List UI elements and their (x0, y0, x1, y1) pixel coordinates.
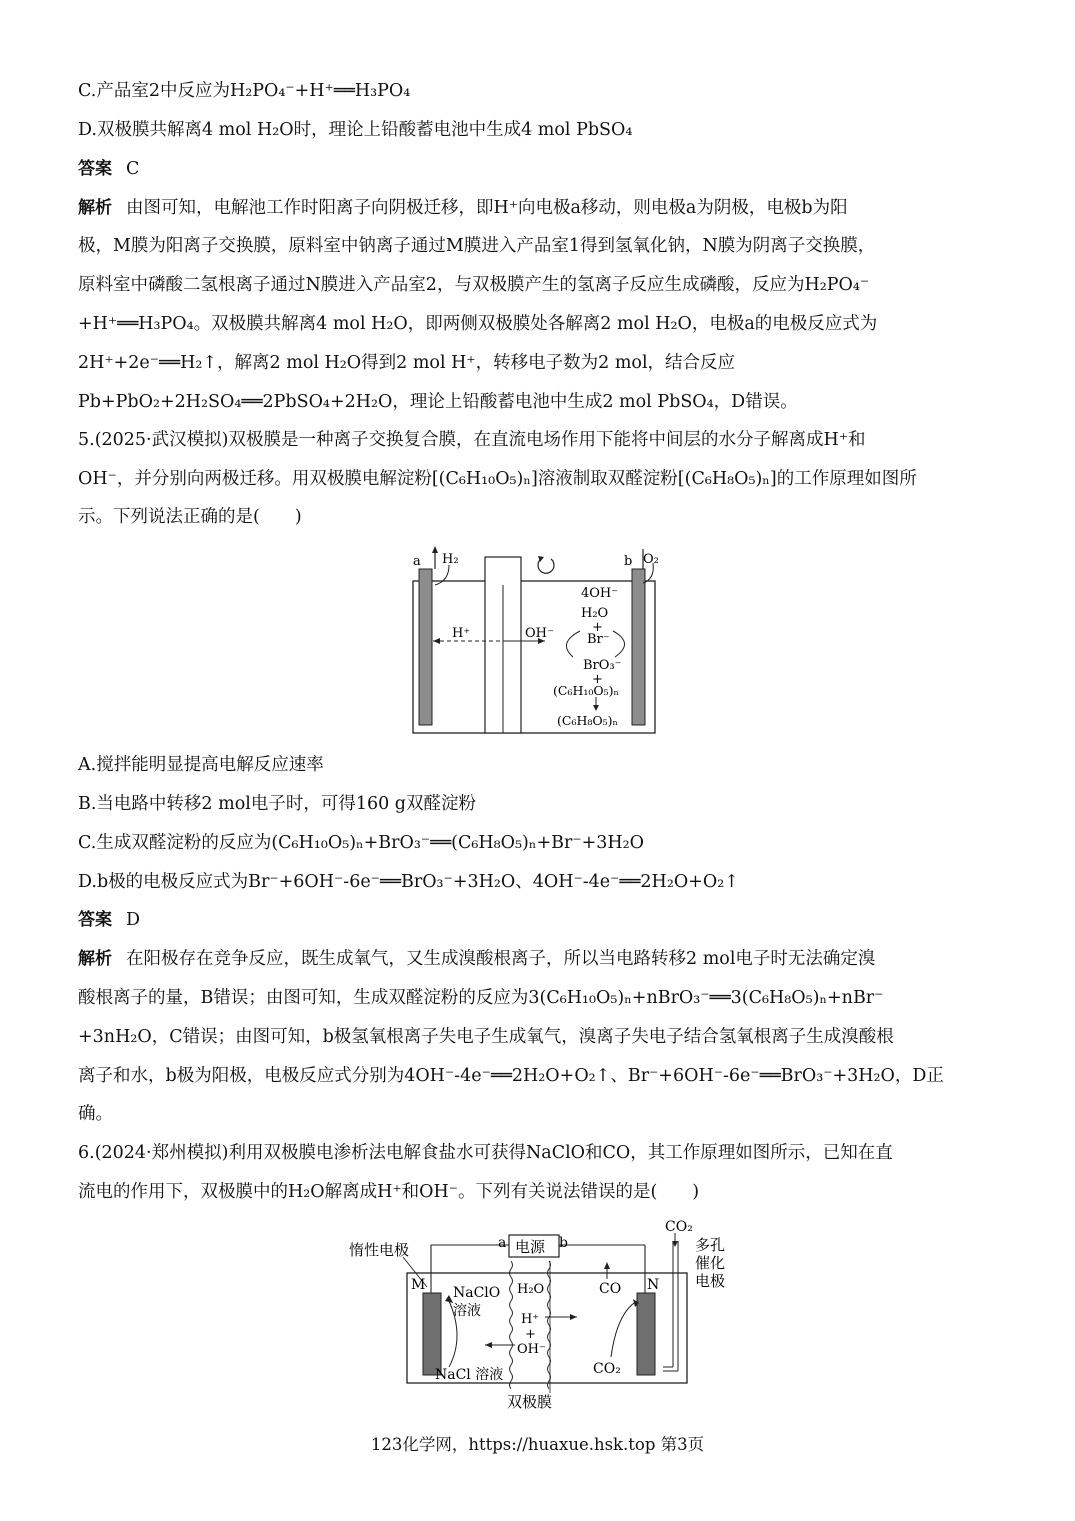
label-m: M (411, 1277, 426, 1293)
q5-option-b: B.当电路中转移2 mol电子时，可得160 g双醛淀粉 (78, 794, 477, 814)
q5-electrolysis-diagram (405, 545, 670, 740)
label-bro3: BrO₃⁻ (583, 658, 622, 673)
q4-analysis-line-3: 原料室中磷酸二氢根离子通过N膜进入产品室2，与双极膜产生的氢离子反应生成磷酸，反应为H₂PO₄⁻ (78, 275, 870, 295)
label-porous-3: 电极 (695, 1272, 726, 1290)
label-ohminus: OH⁻ (517, 1342, 546, 1357)
label-b: b (559, 1235, 568, 1251)
label-dialdehyde-starch: (C₆H₈O₅)ₙ (557, 713, 618, 728)
q5-option-d: D.b极的电极反应式为Br⁻+6OH⁻-6e⁻══BrO₃⁻+3H₂O、4OH⁻-4e⁻══2H₂O+O₂↑ (78, 872, 739, 892)
q5-analysis-line-2: 酸根离子的量，B错误；由图可知，生成双醛淀粉的反应为3(C₆H₁₀O₅)ₙ+nBrO₃⁻══3(C₆H₈O₅)ₙ+nBr⁻ (78, 988, 884, 1008)
electrode-n (637, 1293, 655, 1375)
label-b: b (624, 554, 633, 569)
q4-analysis-line-4: +H⁺══H₃PO₄。双极膜共解离4 mol H₂O，即两侧双极膜处各解离2 mol H₂O，电极a的电极反应式为 (78, 314, 878, 334)
q5-option-c: C.生成双醛淀粉的反应为(C₆H₁₀O₅)ₙ+BrO₃⁻══(C₆H₈O₅)ₙ+Br⁻+3H₂O (78, 833, 644, 853)
q4-option-c: C.产品室2中反应为H₂PO₄⁻+H⁺══H₃PO₄ (78, 81, 411, 101)
electrode-b (632, 569, 645, 725)
label-h2o: H₂O (517, 1282, 545, 1297)
analysis-text: 在阳极存在竞争反应，既生成氧气，又生成溴酸根离子，所以当电路转移2 mol电子时无法确定溴 (126, 949, 876, 969)
analysis-label: 解析 (78, 949, 112, 969)
q6-stem-line-1: 6.(2024·郑州模拟)利用双极膜电渗析法电解食盐水可获得NaClO和CO，其工作原理如图所示，已知在直 (78, 1143, 893, 1163)
label-starch: (C₆H₁₀O₅)ₙ (553, 683, 619, 698)
label-h2: H₂ (442, 552, 459, 567)
label-co: CO (599, 1281, 622, 1297)
answer-value: D (126, 910, 141, 930)
q5-option-a: A.搅拌能明显提高电解反应速率 (78, 755, 324, 775)
q5-analysis-line-5: 确。 (78, 1104, 113, 1124)
q4-analysis-line-1 (78, 196, 848, 220)
label-plus-2: + (592, 672, 603, 687)
label-h2o: H₂O (581, 606, 609, 621)
q5-analysis-line-1 (78, 947, 875, 971)
q5-stem-line-1: 5.(2025·武汉模拟)双极膜是一种离子交换复合膜，在直流电场作用下能将中间层的水分子解离成H⁺和 (78, 430, 866, 450)
label-a: a (413, 554, 421, 569)
q5-analysis-line-4: 离子和水，b极为阳极，电极反应式分别为4OH⁻-4e⁻══2H₂O+O₂↑、Br⁻+6OH⁻-6e⁻══BrO₃⁻+3H₂O，D正 (78, 1066, 944, 1086)
label-naclo: NaClO (453, 1285, 501, 1301)
q4-analysis-line-5: 2H⁺+2e⁻══H₂↑，解离2 mol H₂O得到2 mol H⁺，转移电子数为2 mol，结合反应 (78, 353, 736, 373)
analysis-label: 解析 (78, 198, 112, 218)
label-a: a (498, 1235, 507, 1251)
q4-analysis-line-6: Pb+PbO₂+2H₂SO₄══2PbSO₄+2H₂O，理论上铅酸蓄电池中生成2 mol PbSO₄，D错误。 (78, 392, 798, 412)
label-plus: + (525, 1327, 536, 1342)
label-porous-2: 催化 (695, 1254, 726, 1272)
answer-label: 答案 (78, 910, 112, 930)
label-o2: O₂ (643, 552, 659, 567)
answer-label: 答案 (78, 159, 112, 179)
label-co2-bottom: CO₂ (593, 1361, 621, 1377)
q4-analysis-line-2: 极，M膜为阳离子交换膜，原料室中钠离子通过M膜进入产品室1得到氢氧化钠，N膜为阴离子交换膜， (78, 236, 876, 256)
label-br: Br⁻ (587, 632, 610, 647)
q4-answer (78, 157, 139, 181)
label-plus-1: + (592, 620, 603, 635)
label-nacl-solution: NaCl 溶液 (435, 1367, 504, 1383)
electrode-m (423, 1293, 441, 1375)
q6-stem-line-2: 流电的作用下，双极膜中的H₂O解离成H⁺和OH⁻。下列有关说法错误的是( ) (78, 1182, 700, 1202)
q5-stem-line-3: 示。下列说法正确的是( ) (78, 507, 302, 527)
q5-stem-line-2: OH⁻，并分别向两极迁移。用双极膜电解淀粉[(C₆H₁₀O₅)ₙ]溶液制取双醛淀粉[(C₆H₈O₅)ₙ]的工作原理如图所 (78, 469, 917, 489)
label-naclo-solution: 溶液 (453, 1303, 481, 1319)
q5-answer (78, 908, 140, 932)
label-hplus: H⁺ (521, 1312, 540, 1327)
label-co2-top: CO₂ (665, 1219, 693, 1235)
label-n: N (647, 1277, 660, 1293)
q4-option-d: D.双极膜共解离4 mol H₂O时，理论上铅酸蓄电池中生成4 mol PbSO₄ (78, 120, 633, 140)
label-power: 电源 (515, 1238, 546, 1256)
q6-electrodialysis-diagram (345, 1217, 735, 1412)
answer-value: C (126, 159, 140, 179)
electrode-a (419, 569, 432, 725)
label-bipolar-membrane: 双极膜 (507, 1393, 553, 1411)
label-ohminus: OH⁻ (525, 626, 554, 641)
q5-analysis-line-3: +3nH₂O，C错误；由图可知，b极氢氧根离子失电子生成氧气，溴离子失电子结合氢氧根离子生成溴酸根 (78, 1027, 894, 1047)
label-inert-electrode: 惰性电极 (349, 1241, 410, 1259)
page-footer: 123化学网，https://huaxue.hsk.top 第3页 (370, 1435, 705, 1454)
label-4oh: 4OH⁻ (581, 586, 619, 601)
label-hplus: H⁺ (452, 626, 471, 641)
label-porous-1: 多孔 (695, 1236, 726, 1254)
analysis-text: 由图可知，电解池工作时阳离子向阴极迁移，即H⁺向电极a移动，则电极a为阴极，电极b为阳 (126, 198, 848, 218)
